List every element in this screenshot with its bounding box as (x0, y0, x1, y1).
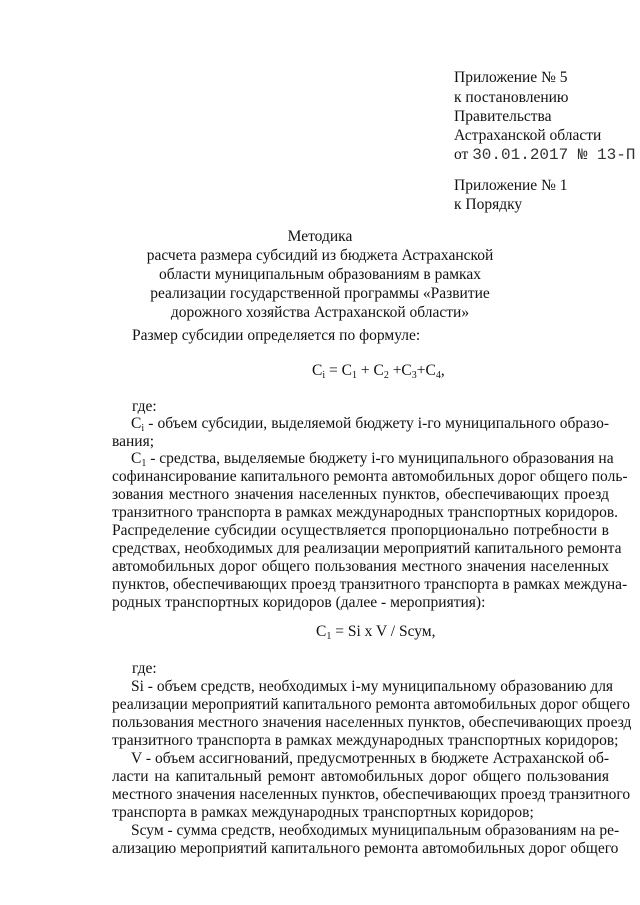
appendix-region: Астраханской области (454, 127, 602, 144)
v-definition-line-1: V - объем ассигнований, предусмотренных в бюджете Астраханской об- (131, 750, 609, 767)
doc-title-line-2: расчета размера субсидий из бюджета Астраханской (146, 247, 494, 264)
intro-paragraph: Размер субсидии определяется по формуле: (132, 327, 421, 344)
doc-title-line-3: области муниципальным образованиям в рамках (159, 266, 481, 283)
ci-definition-line-1: Ci - объем субсидии, выделяемой бюджету i-го муниципального образо- (131, 415, 609, 434)
appendix-government: Правительства (454, 108, 552, 125)
v-definition-line-2: ласти на капитальный ремонт автомобильных дорог общего пользования (112, 768, 609, 785)
c1-definition-line-3: зования местного значения населенных пунктов, обеспечивающих проезд (112, 486, 609, 503)
appendix-to-resolution: к постановлению (454, 89, 569, 106)
ssum-definition-line-1: Sсум - сумма средств, необходимых муниципальным образованиям на ре- (131, 822, 620, 839)
appendix-title: Приложение № 5 (454, 69, 568, 86)
si-definition-line-3: пользования местного значения населенных пунктов, обеспечивающих проезд (112, 714, 632, 731)
where-label-1: где: (132, 398, 157, 415)
appendix-to-procedure: к Порядку (454, 196, 523, 213)
c1-definition-line-7: автомобильных дорог общего пользования местного значения населенных (112, 558, 609, 575)
where-label-2: где: (132, 660, 157, 677)
formula-total-subsidy: Ci = C1 + C2 +C3+C4, (312, 362, 445, 381)
appendix-title-2: Приложение № 1 (454, 177, 568, 194)
date-number-stamp: 30.01.2017 № 13-П (472, 146, 636, 164)
c1-definition-line-9: родных транспортных коридоров (далее - мероприятия): (112, 594, 486, 611)
v-definition-line-3: местного значения населенных пунктов, обеспечивающих проезд транзитного (112, 786, 631, 803)
si-definition-line-4: транзитного транспорта в рамках международных транспортных коридоров; (112, 732, 619, 749)
doc-title-line-5: дорожного хозяйства Астраханской области» (170, 304, 470, 321)
ci-definition-line-2: вания; (112, 433, 155, 450)
si-definition-line-1: Si - объем средств, необходимых i-му муниципальному образованию для (131, 678, 614, 695)
formula-c1: C1 = Si x V / Sсум, (316, 623, 436, 642)
date-prefix: от (454, 146, 469, 163)
si-definition-line-2: реализации мероприятий капитального ремонта автомобильных дорог общего (112, 696, 630, 713)
c1-definition-line-6: средствах, необходимых для реализации мероприятий капитального ремонта (112, 540, 622, 557)
c1-definition-line-8: пунктов, обеспечивающих проезд транзитного транспорта в рамках междуна- (112, 576, 628, 593)
ssum-definition-line-2: ализацию мероприятий капитального ремонта автомобильных дорог общего (112, 840, 619, 857)
c1-definition-line-1: C1 - средства, выделяемые бюджету i-го муниципального образования на (131, 450, 614, 469)
v-definition-line-4: транспорта в рамках международных транспортных коридоров; (112, 804, 534, 821)
c1-definition-line-4: транзитного транспорта в рамках международных транспортных коридоров. (112, 504, 619, 521)
c1-definition-line-5: Распределение субсидии осуществляется пропорционально потребности в (112, 522, 609, 539)
appendix-date-line (454, 146, 635, 164)
doc-title-line-1: Методика (287, 228, 353, 245)
c1-definition-line-2: софинансирование капитального ремонта автомобильных дорог общего поль- (112, 468, 628, 485)
doc-title-line-4: реализации государственной программы «Развитие (150, 285, 490, 302)
